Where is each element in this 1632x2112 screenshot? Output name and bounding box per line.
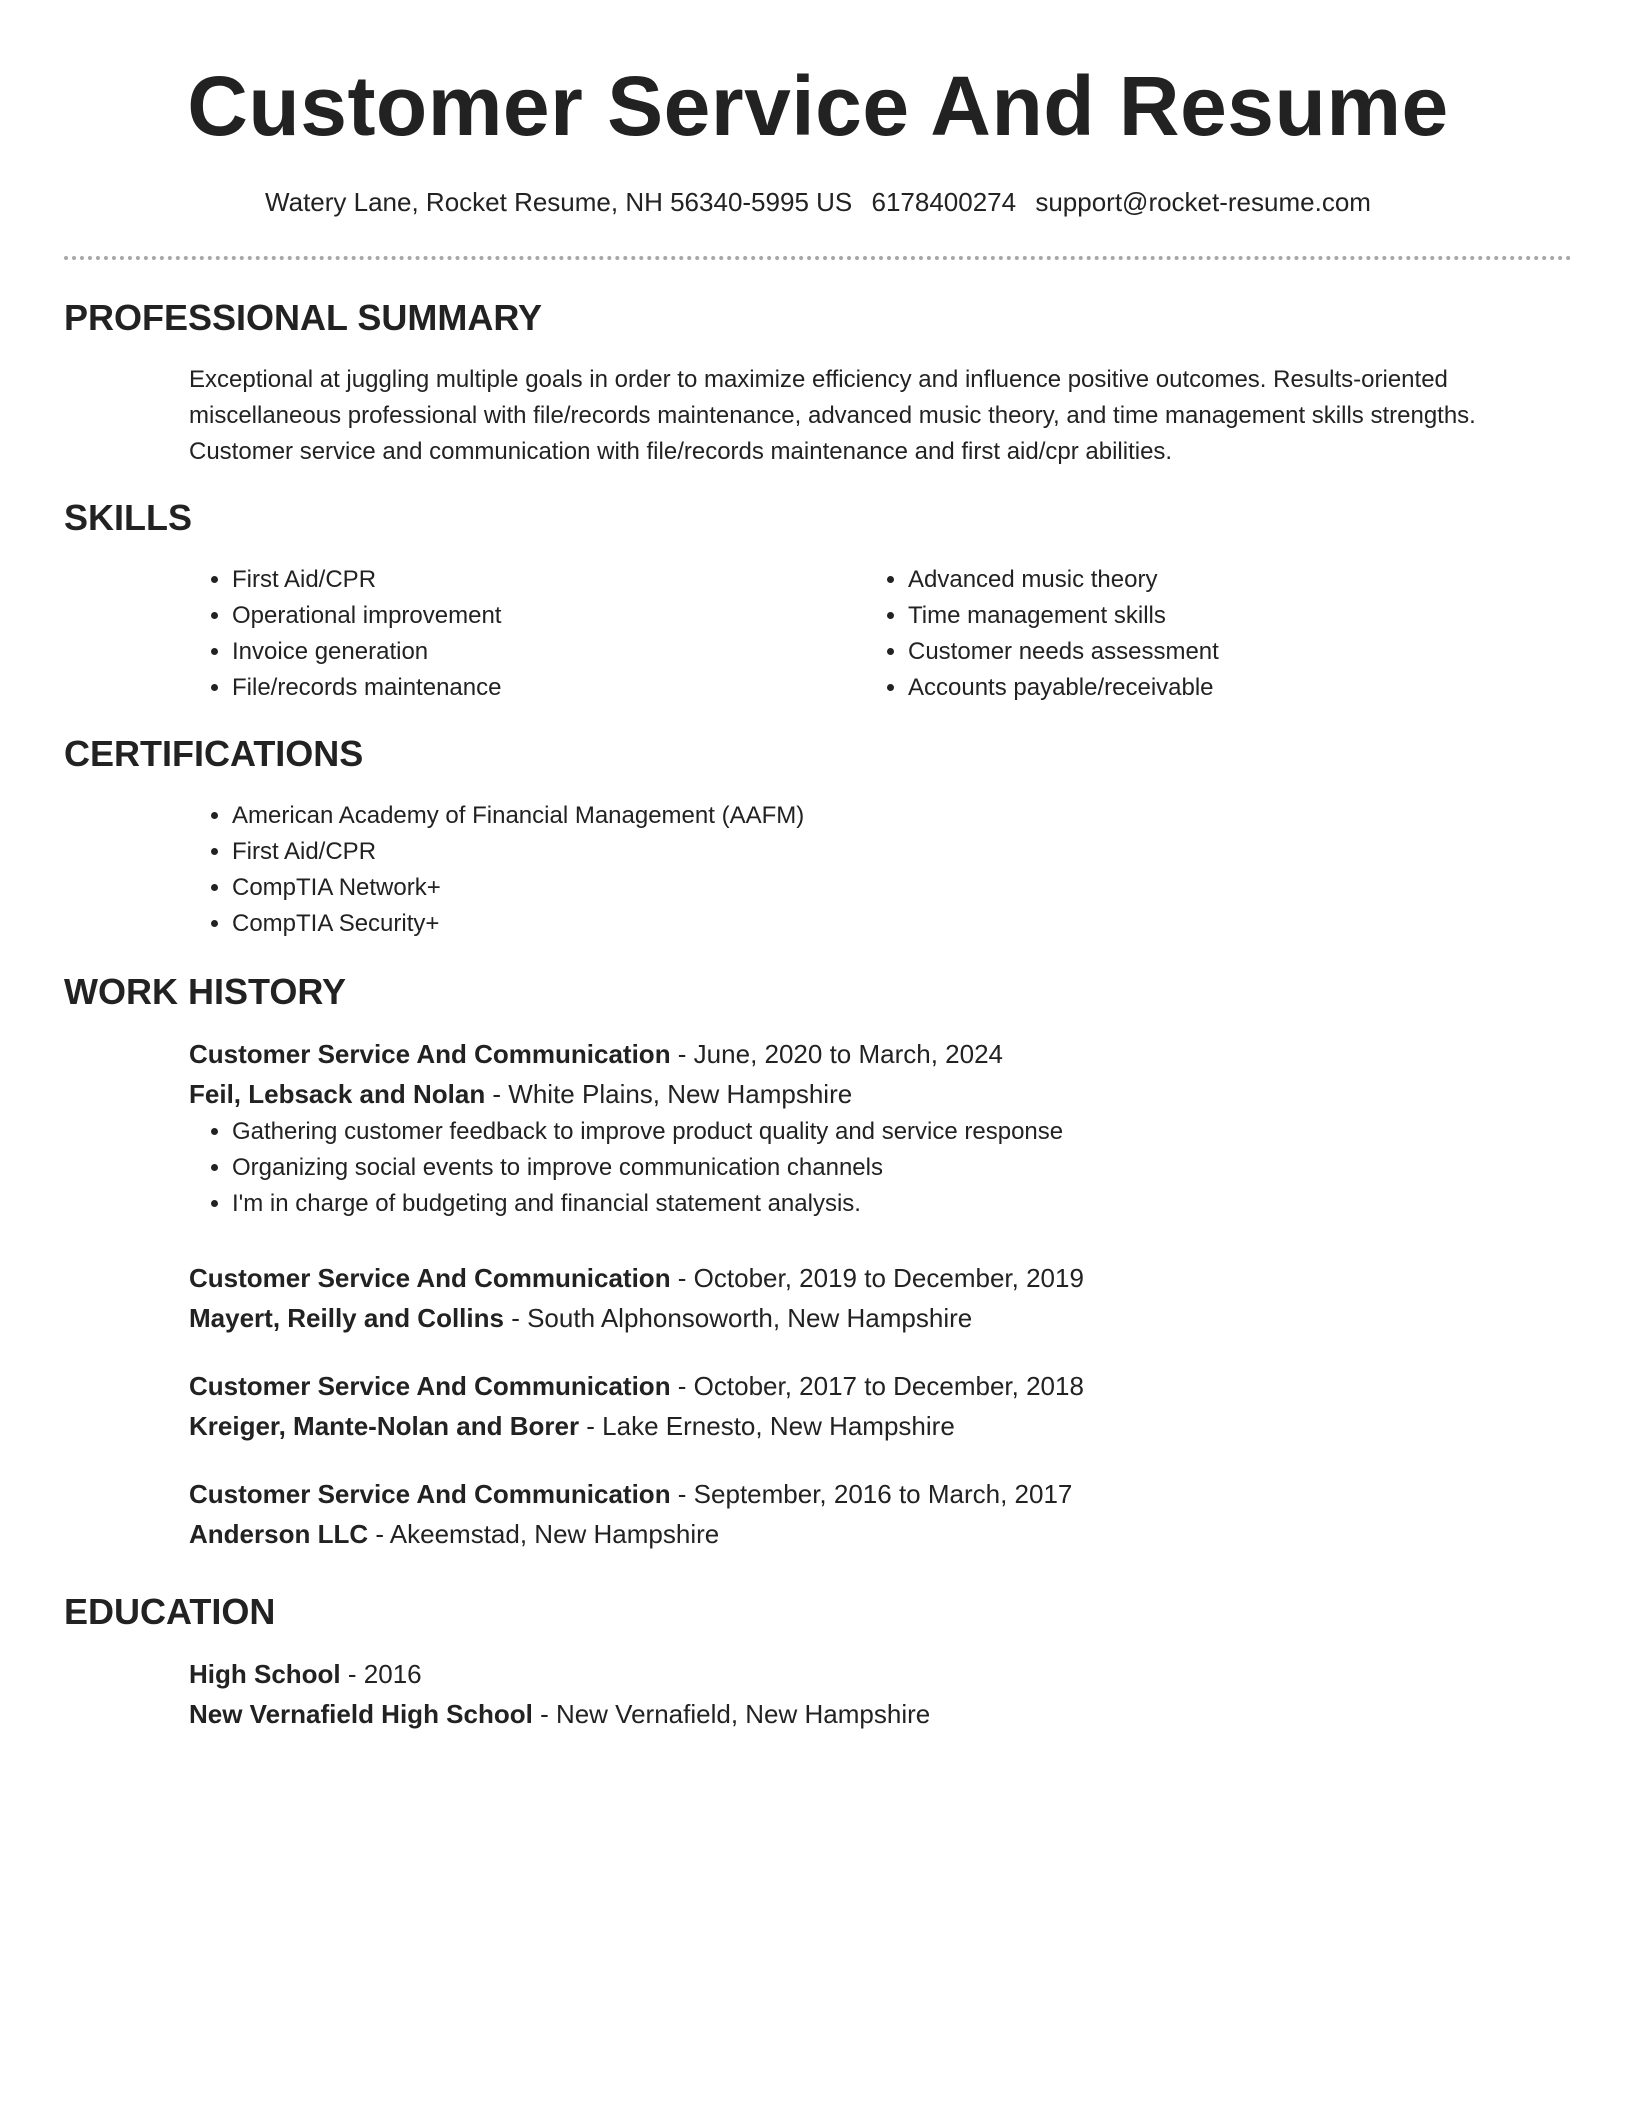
education-title: EDUCATION — [64, 1591, 276, 1632]
job-company-line — [189, 1406, 1572, 1446]
job-company-line — [189, 1514, 1572, 1554]
work-history-title: WORK HISTORY — [64, 971, 347, 1012]
job-company-line — [189, 1298, 1572, 1338]
skill-item: • Time management skills — [908, 598, 1541, 634]
work-history-list — [189, 1034, 1572, 1554]
skills-section — [64, 496, 1572, 706]
skill-item: • First Aid/CPR — [232, 562, 865, 598]
resume-page — [64, 0, 1572, 1729]
work-history-section — [64, 970, 1572, 1580]
job-location: - Lake Ernesto, New Hampshire — [579, 1411, 955, 1441]
job-entry — [189, 1034, 1572, 1222]
skill-item: • Customer needs assessment — [908, 634, 1541, 670]
summary-section — [64, 296, 1572, 470]
skills-column-left — [189, 562, 865, 706]
job-company: Kreiger, Mante-Nolan and Borer — [189, 1411, 580, 1441]
skill-item: • Advanced music theory — [908, 562, 1541, 598]
job-location: - White Plains, New Hampshire — [485, 1079, 853, 1109]
job-location: - Akeemstad, New Hampshire — [368, 1519, 720, 1549]
job-company: Anderson LLC — [189, 1519, 369, 1549]
certification-item: • CompTIA Network+ — [232, 870, 1572, 906]
email: support@rocket-resume.com — [1035, 187, 1371, 217]
address: Watery Lane, Rocket Resume, NH 56340-5995 US — [265, 187, 853, 217]
certifications-list-wrap — [189, 798, 1572, 942]
job-dates: - June, 2020 to March, 2024 — [670, 1039, 1004, 1069]
job-company: Feil, Lebsack and Nolan — [189, 1079, 486, 1109]
job-role: Customer Service And Communication — [189, 1371, 671, 1401]
job-bullet: • Gathering customer feedback to improve product quality and service response — [232, 1114, 1572, 1150]
education-school: New Vernafield High School — [189, 1699, 533, 1729]
job-entry — [189, 1474, 1572, 1554]
job-title-line — [189, 1258, 1572, 1298]
job-title-line — [189, 1366, 1572, 1406]
certification-item: • CompTIA Security+ — [232, 906, 1572, 942]
contact-line — [64, 185, 1572, 219]
skill-item: • File/records maintenance — [232, 670, 865, 706]
resume-header — [64, 58, 1572, 260]
skill-item: • Operational improvement — [232, 598, 865, 634]
job-dates: - October, 2017 to December, 2018 — [670, 1371, 1084, 1401]
job-role: Customer Service And Communication — [189, 1039, 671, 1069]
education-degree-line — [189, 1654, 1572, 1694]
job-entry — [189, 1366, 1572, 1446]
education-section — [64, 1590, 1572, 1734]
job-location: - South Alphonsoworth, New Hampshire — [503, 1303, 973, 1333]
summary-title: PROFESSIONAL SUMMARY — [64, 297, 543, 338]
job-title-line — [189, 1034, 1572, 1074]
education-location: - New Vernafield, New Hampshire — [532, 1699, 931, 1729]
job-dates: - September, 2016 to March, 2017 — [670, 1479, 1073, 1509]
job-company-line — [189, 1074, 1572, 1114]
skills-title: SKILLS — [64, 497, 193, 538]
job-role: Customer Service And Communication — [189, 1263, 671, 1293]
job-company: Mayert, Reilly and Collins — [189, 1303, 504, 1333]
skill-item: • Accounts payable/receivable — [908, 670, 1541, 706]
job-dates: - October, 2019 to December, 2019 — [670, 1263, 1084, 1293]
certifications-section — [64, 732, 1572, 942]
job-bullets — [189, 1114, 1572, 1222]
education-school-line — [189, 1694, 1572, 1734]
phone: 6178400274 — [871, 187, 1017, 217]
header-divider — [64, 256, 1572, 260]
certifications-title: CERTIFICATIONS — [64, 733, 364, 774]
certification-item: • American Academy of Financial Management (AAFM) — [232, 798, 1572, 834]
education-entry — [189, 1654, 1572, 1734]
education-year: - 2016 — [340, 1659, 422, 1689]
job-entry — [189, 1258, 1572, 1338]
summary-text: Exceptional at juggling multiple goals in order to maximize efficiency and influence positive outcomes. Results-oriented miscellaneous professional with file/records maintenance, advanced music theory, and time management skills strengths. Customer service and communication with file/records maintenance and first aid/cpr abilities. — [189, 366, 1476, 465]
candidate-name: Customer Service And Resume — [187, 59, 1449, 153]
education-degree: High School — [189, 1659, 341, 1689]
skill-item: • Invoice generation — [232, 634, 865, 670]
certifications-list — [189, 798, 1572, 942]
skills-column-right — [865, 562, 1541, 706]
job-role: Customer Service And Communication — [189, 1479, 671, 1509]
job-title-line — [189, 1474, 1572, 1514]
job-bullet: • Organizing social events to improve communication channels — [232, 1150, 1572, 1186]
skills-grid — [189, 562, 1572, 706]
job-bullet: • I'm in charge of budgeting and financial statement analysis. — [232, 1186, 1572, 1222]
certification-item: • First Aid/CPR — [232, 834, 1572, 870]
